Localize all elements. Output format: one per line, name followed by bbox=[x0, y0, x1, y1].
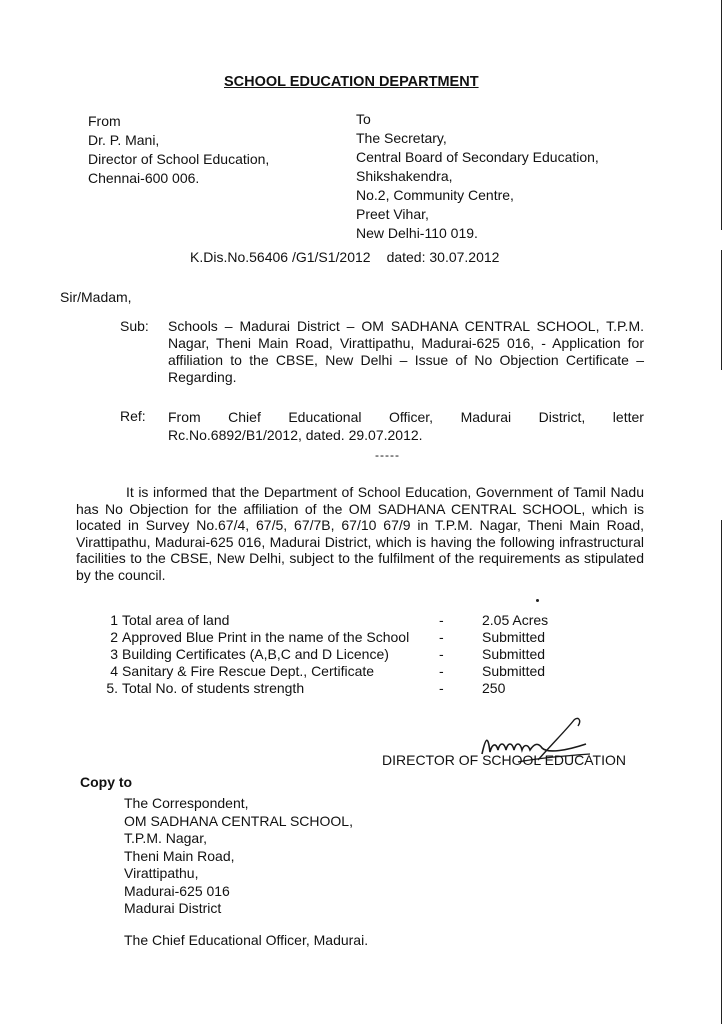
facility-row bbox=[76, 663, 576, 680]
reference-word: letter bbox=[612, 409, 644, 425]
to-line: Shikshakendra, bbox=[356, 168, 453, 184]
reference-word: Madurai bbox=[460, 409, 512, 425]
reference-word: Chief bbox=[228, 409, 261, 425]
subject-label: Sub: bbox=[120, 318, 149, 334]
scan-edge-line bbox=[721, 250, 722, 370]
facility-number: 3 bbox=[110, 646, 118, 662]
copy-line: OM SADHANA CENTRAL SCHOOL, bbox=[124, 812, 353, 829]
copy-line: The Correspondent, bbox=[124, 795, 249, 811]
facility-label: Total area of land bbox=[122, 612, 230, 628]
copy-line: T.P.M. Nagar, bbox=[124, 830, 208, 846]
reference-number-line bbox=[190, 249, 499, 265]
copy-to-label: Copy to bbox=[80, 774, 133, 790]
from-line: Chennai-600 006. bbox=[88, 170, 200, 186]
facility-number: 4 bbox=[110, 663, 118, 679]
facility-row bbox=[76, 646, 576, 663]
facility-value: Submitted bbox=[482, 629, 546, 645]
salutation: Sir/Madam, bbox=[60, 289, 132, 305]
reference-label: Ref: bbox=[120, 408, 146, 424]
to-line: New Delhi-110 019. bbox=[356, 225, 478, 241]
facility-value: Submitted bbox=[482, 646, 546, 662]
facility-number: 2 bbox=[110, 629, 118, 645]
to-block bbox=[356, 110, 599, 243]
facility-label: Approved Blue Print in the name of the School bbox=[122, 629, 410, 645]
facility-label: Building Certificates (A,B,C and D Licence) bbox=[122, 646, 389, 662]
to-line: Central Board of Secondary Education, bbox=[356, 149, 599, 165]
scan-speck bbox=[536, 599, 539, 602]
reference-date: dated: 30.07.2012 bbox=[386, 249, 500, 265]
facility-separator: - bbox=[439, 646, 444, 662]
reference-line-2: Rc.No.6892/B1/2012, dated. 29.07.2012. bbox=[168, 427, 423, 443]
facility-row bbox=[76, 680, 576, 697]
copy-line: Virattipathu, bbox=[124, 865, 199, 881]
facility-value: 2.05 Acres bbox=[482, 612, 549, 628]
from-line: Dr. P. Mani, bbox=[88, 132, 160, 148]
copy-to-address bbox=[124, 795, 353, 918]
from-line: Director of School Education, bbox=[88, 151, 270, 167]
facility-value: Submitted bbox=[482, 663, 546, 679]
facility-row bbox=[76, 629, 576, 646]
cc-line: The Chief Educational Officer, Madurai. bbox=[124, 932, 369, 948]
facility-separator: - bbox=[439, 629, 444, 645]
reference-word: Educational bbox=[288, 409, 362, 425]
facilities-list bbox=[76, 612, 576, 697]
from-block bbox=[88, 112, 269, 188]
reference-line-1 bbox=[168, 408, 644, 426]
to-line: Preet Vihar, bbox=[356, 206, 429, 222]
copy-line: Madurai-625 016 bbox=[124, 882, 230, 899]
reference-word: Officer, bbox=[388, 409, 434, 425]
reference-word: District, bbox=[538, 409, 586, 425]
scan-edge-line bbox=[721, 520, 722, 1024]
copy-line: Madurai District bbox=[124, 900, 222, 916]
scan-edge-line bbox=[721, 0, 722, 230]
from-label: From bbox=[88, 113, 121, 129]
reference-word: From bbox=[168, 409, 201, 425]
subject-text: Schools – Madurai District – OM SADHANA CENTRAL SCHOOL, T.P.M. Nagar, Theni Main Road, Virattipathu, Madurai-625 016, - Application for affiliation to the CBSE, New Delhi – Issue of No Objection Certificate – Regarding. bbox=[168, 318, 644, 385]
reference-number: K.Dis.No.56406 /G1/S1/2012 bbox=[190, 249, 371, 265]
facility-separator: - bbox=[439, 612, 444, 628]
copy-line: Theni Main Road, bbox=[124, 847, 235, 864]
facility-row bbox=[76, 612, 576, 629]
signatory-title: DIRECTOR OF SCHOOL EDUCATION bbox=[382, 752, 626, 768]
facility-separator: - bbox=[439, 663, 444, 679]
facility-value: 250 bbox=[482, 680, 506, 696]
facility-label: Total No. of students strength bbox=[122, 680, 305, 696]
facility-label: Sanitary & Fire Rescue Dept., Certificate bbox=[122, 663, 375, 679]
to-label: To bbox=[356, 111, 371, 127]
to-line: No.2, Community Centre, bbox=[356, 187, 514, 203]
body-paragraph: It is informed that the Department of School Education, Government of Tamil Nadu has No Objection for the affiliation of the OM SADHANA CENTRAL SCHOOL, which is located in Survey No.67/4, 67/5, 67/7B, 67/10 67/9 in T.P.M. Nagar, Theni Main Road, Virattipathu, Madurai-625 016, Madurai District, which is having the following infrastructural facilities to the CBSE, New Delhi, subject to the fulfilment of the requirements as stipulated by the council. bbox=[76, 484, 644, 583]
facility-number: 5. bbox=[106, 680, 118, 696]
facility-separator: - bbox=[439, 680, 444, 696]
to-line: The Secretary, bbox=[356, 130, 447, 146]
department-heading: SCHOOL EDUCATION DEPARTMENT bbox=[224, 74, 479, 90]
facility-number: 1 bbox=[110, 612, 118, 628]
reference-text bbox=[168, 408, 644, 444]
divider: ----- bbox=[375, 448, 400, 462]
